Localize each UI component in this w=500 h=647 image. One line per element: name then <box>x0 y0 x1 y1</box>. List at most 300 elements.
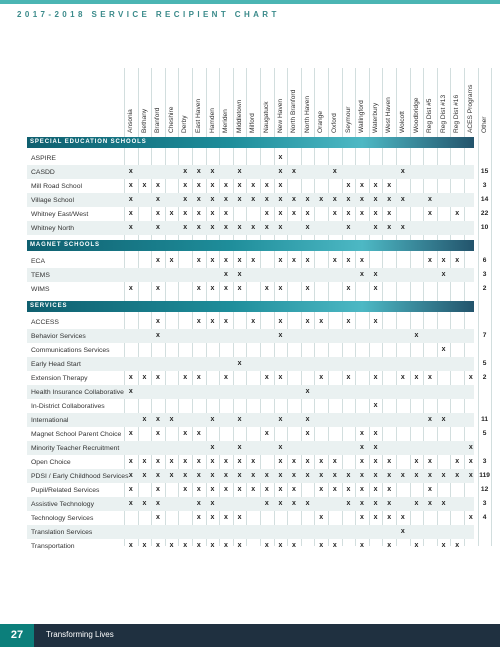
service-mark: x <box>360 457 364 465</box>
service-mark: x <box>237 181 242 189</box>
section-header <box>27 240 474 251</box>
service-mark: x <box>332 457 337 465</box>
other-count: 119 <box>479 472 490 479</box>
service-mark: x <box>210 457 215 465</box>
service-mark: x <box>251 181 256 189</box>
row-label: ECA <box>31 257 45 265</box>
service-mark: x <box>319 373 324 381</box>
service-mark: x <box>414 499 419 507</box>
service-mark: x <box>468 443 473 451</box>
column-header <box>165 68 179 133</box>
table-row <box>27 315 474 329</box>
other-count: 3 <box>482 182 487 189</box>
service-mark: x <box>156 331 160 339</box>
service-mark: x <box>183 429 188 437</box>
service-mark: x <box>196 471 201 479</box>
column-header-label: ACES Programs <box>467 84 474 133</box>
other-count: 12 <box>480 486 489 493</box>
service-mark: x <box>346 209 351 217</box>
service-mark: x <box>468 373 473 381</box>
service-mark: x <box>196 209 201 217</box>
top-rule <box>0 0 500 4</box>
service-mark: x <box>305 317 310 325</box>
service-mark: x <box>387 541 392 549</box>
service-mark: x <box>278 331 283 339</box>
column-header <box>450 68 464 133</box>
service-mark: x <box>224 195 228 203</box>
service-mark: x <box>441 415 446 423</box>
service-mark: x <box>183 471 188 479</box>
other-count: 7 <box>482 332 487 339</box>
column-header <box>287 68 301 133</box>
service-mark: x <box>373 284 378 292</box>
table-row <box>27 497 487 511</box>
table-row <box>27 329 487 343</box>
service-mark: x <box>183 457 188 465</box>
service-mark: x <box>210 513 215 521</box>
row-label: Extension Therapy <box>31 374 88 382</box>
service-mark: x <box>400 223 405 231</box>
service-mark: x <box>278 457 283 465</box>
service-mark: x <box>292 457 296 465</box>
service-mark: x <box>373 471 378 479</box>
row-label: Open Choice <box>31 458 71 466</box>
column-header-label: Branford <box>154 107 162 133</box>
table-row <box>27 357 487 371</box>
service-mark: x <box>387 195 392 203</box>
row-label: Pupil/Related Services <box>31 486 100 494</box>
service-mark: x <box>183 373 188 381</box>
row-label: Magnet School Parent Choice <box>31 430 122 438</box>
service-mark: x <box>196 284 201 292</box>
column-header <box>260 68 274 133</box>
column-header-label: Wallingford <box>358 100 366 133</box>
service-mark: x <box>428 195 432 203</box>
service-mark: x <box>360 181 364 189</box>
service-mark: x <box>210 415 215 423</box>
service-mark: x <box>373 209 378 217</box>
service-mark: x <box>305 256 310 264</box>
service-mark: x <box>373 513 378 521</box>
service-mark: x <box>142 541 147 549</box>
service-mark: x <box>210 471 215 479</box>
service-mark: x <box>455 457 460 465</box>
service-mark: x <box>387 471 392 479</box>
service-mark: x <box>156 471 160 479</box>
column-header-label: Reg Dist #16 <box>453 94 461 133</box>
column-header <box>178 68 192 133</box>
column-header <box>410 68 424 133</box>
row-label: WIMS <box>31 285 50 293</box>
service-mark: x <box>319 317 324 325</box>
service-mark: x <box>455 541 460 549</box>
service-mark: x <box>183 167 188 175</box>
service-mark: x <box>183 195 188 203</box>
service-mark: x <box>156 256 160 264</box>
column-header <box>464 68 478 133</box>
service-mark: x <box>441 256 446 264</box>
column-header-label: Naugatuck <box>263 101 270 133</box>
service-mark: x <box>237 541 242 549</box>
service-mark: x <box>332 209 337 217</box>
column-header-label: West Haven <box>385 97 393 133</box>
service-mark: x <box>373 443 378 451</box>
column-header-label: Woodbridge <box>412 97 420 133</box>
service-mark: x <box>128 471 133 479</box>
service-mark: x <box>210 181 215 189</box>
service-mark: x <box>346 195 351 203</box>
service-mark: x <box>455 209 460 217</box>
service-mark: x <box>264 223 269 231</box>
service-mark: x <box>224 256 228 264</box>
column-header <box>342 68 356 133</box>
service-mark: x <box>210 443 215 451</box>
table-row <box>27 254 487 268</box>
service-mark: x <box>292 167 296 175</box>
service-mark: x <box>183 541 188 549</box>
service-mark: x <box>292 471 296 479</box>
row-label: In-District Collaboratives <box>31 402 105 410</box>
service-mark: x <box>360 429 364 437</box>
row-label: Mill Road School <box>31 182 82 190</box>
service-mark: x <box>332 256 337 264</box>
service-mark: x <box>387 499 392 507</box>
service-mark: x <box>305 415 310 423</box>
service-mark: x <box>169 209 174 217</box>
service-mark: x <box>441 345 446 353</box>
service-mark: x <box>169 457 174 465</box>
service-mark: x <box>210 195 215 203</box>
column-header-label: Ansonia <box>127 109 134 133</box>
service-mark: x <box>387 223 392 231</box>
service-mark: x <box>128 373 133 381</box>
service-mark: x <box>414 541 419 549</box>
column-header <box>437 68 451 133</box>
service-mark: x <box>251 471 256 479</box>
service-mark: x <box>346 471 351 479</box>
column-header <box>396 68 410 133</box>
column-header-label: East Haven <box>195 98 202 133</box>
service-mark: x <box>156 541 160 549</box>
service-mark: x <box>373 401 378 409</box>
service-mark: x <box>305 499 310 507</box>
service-mark: x <box>264 373 269 381</box>
service-mark: x <box>278 471 283 479</box>
service-mark: x <box>387 181 392 189</box>
service-mark: x <box>264 471 269 479</box>
column-header-label: Cheshire <box>167 106 175 133</box>
service-mark: x <box>128 541 133 549</box>
column-header <box>219 68 233 133</box>
service-mark: x <box>319 471 324 479</box>
service-mark: x <box>360 485 364 493</box>
service-mark: x <box>373 181 378 189</box>
service-mark: x <box>387 457 392 465</box>
service-mark: x <box>360 270 364 278</box>
service-mark: x <box>251 256 256 264</box>
service-mark: x <box>251 317 256 325</box>
service-mark: x <box>319 485 324 493</box>
service-mark: x <box>183 485 188 493</box>
row-label: CASDD <box>31 168 55 176</box>
service-mark: x <box>305 457 310 465</box>
service-mark: x <box>373 499 378 507</box>
table-row <box>27 455 487 469</box>
service-mark: x <box>455 256 460 264</box>
service-mark: x <box>360 443 364 451</box>
service-mark: x <box>128 387 133 395</box>
column-header-label: Milford <box>249 113 257 133</box>
service-mark: x <box>264 485 269 493</box>
service-mark: x <box>156 195 160 203</box>
service-mark: x <box>128 181 133 189</box>
service-mark: x <box>224 513 228 521</box>
service-mark: x <box>224 471 228 479</box>
service-mark: x <box>210 256 215 264</box>
service-mark: x <box>196 541 201 549</box>
service-mark: x <box>360 195 364 203</box>
service-mark: x <box>305 429 310 437</box>
service-mark: x <box>156 209 160 217</box>
service-mark: x <box>400 527 405 535</box>
service-mark: x <box>224 209 228 217</box>
service-mark: x <box>224 284 228 292</box>
service-mark: x <box>264 284 269 292</box>
column-header-label: Bethany <box>140 108 148 133</box>
service-mark: x <box>441 541 446 549</box>
service-mark: x <box>237 223 242 231</box>
service-mark: x <box>196 513 201 521</box>
service-mark: x <box>468 513 473 521</box>
service-mark: x <box>360 541 364 549</box>
service-mark: x <box>156 457 160 465</box>
row-label: Whitney East/West <box>31 210 89 218</box>
service-mark: x <box>156 181 160 189</box>
service-mark: x <box>224 541 228 549</box>
service-mark: x <box>373 457 378 465</box>
service-mark: x <box>414 471 419 479</box>
table-row <box>27 193 489 207</box>
column-header <box>233 68 247 133</box>
column-header <box>206 68 220 133</box>
column-header <box>478 68 492 133</box>
table-row <box>27 427 487 441</box>
service-mark: x <box>387 209 392 217</box>
column-header <box>274 68 288 133</box>
service-mark: x <box>156 223 160 231</box>
service-mark: x <box>142 471 147 479</box>
service-mark: x <box>251 457 256 465</box>
other-count: 14 <box>480 196 489 203</box>
row-label: PDSI / Early Childhood Services <box>31 472 129 480</box>
row-label: TEMS <box>31 271 50 279</box>
other-count: 4 <box>482 514 487 521</box>
row-label: Behavior Services <box>31 332 86 340</box>
service-mark: x <box>237 270 242 278</box>
page-number: 27 <box>0 624 34 647</box>
service-mark: x <box>346 284 351 292</box>
other-count: 5 <box>482 430 487 437</box>
other-count: 3 <box>482 271 487 278</box>
service-mark: x <box>156 415 160 423</box>
service-mark: x <box>278 223 283 231</box>
other-count: 6 <box>482 257 487 264</box>
column-header-label: North Branford <box>290 89 298 133</box>
service-mark: x <box>224 373 228 381</box>
service-mark: x <box>373 485 378 493</box>
service-mark: x <box>224 457 228 465</box>
service-mark: x <box>278 541 283 549</box>
service-mark: x <box>264 429 269 437</box>
row-label: International <box>31 416 69 424</box>
service-mark: x <box>428 457 432 465</box>
service-mark: x <box>237 415 242 423</box>
service-mark: x <box>251 223 256 231</box>
other-count: 22 <box>480 210 489 217</box>
service-mark: x <box>428 499 432 507</box>
service-mark: x <box>346 181 351 189</box>
service-mark: x <box>210 317 215 325</box>
service-mark: x <box>196 195 201 203</box>
service-mark: x <box>128 485 133 493</box>
service-mark: x <box>264 195 269 203</box>
service-mark: x <box>292 485 296 493</box>
service-mark: x <box>428 209 432 217</box>
service-mark: x <box>264 209 269 217</box>
service-mark: x <box>278 153 283 161</box>
column-header-label: Wolcott <box>399 111 406 133</box>
service-mark: x <box>264 499 269 507</box>
service-mark: x <box>319 195 324 203</box>
service-mark: x <box>373 270 378 278</box>
service-mark: x <box>237 513 242 521</box>
row-label: Transportation <box>31 542 75 550</box>
other-count: 5 <box>482 360 487 367</box>
column-header <box>138 68 152 133</box>
service-mark: x <box>360 471 364 479</box>
service-mark: x <box>251 485 256 493</box>
service-mark: x <box>156 373 160 381</box>
column-header-label: Other <box>480 116 488 133</box>
column-headers <box>0 68 500 133</box>
service-mark: x <box>128 284 133 292</box>
footer-text: Transforming Lives <box>46 630 114 639</box>
service-mark: x <box>196 429 201 437</box>
service-mark: x <box>292 499 296 507</box>
service-mark: x <box>224 485 228 493</box>
service-mark: x <box>169 256 174 264</box>
column-header-label: Hamden <box>208 108 216 133</box>
service-mark: x <box>169 471 174 479</box>
table-row <box>27 441 474 455</box>
service-mark: x <box>346 317 351 325</box>
service-mark: x <box>128 499 133 507</box>
table-row <box>27 469 490 483</box>
service-mark: x <box>156 513 160 521</box>
service-mark: x <box>414 457 419 465</box>
service-mark: x <box>278 209 283 217</box>
service-mark: x <box>224 270 228 278</box>
column-header-label: Waterbury <box>371 102 379 133</box>
service-mark: x <box>400 167 405 175</box>
row-label: Translation Services <box>31 528 93 536</box>
section-title: SPECIAL EDUCATION SCHOOLS <box>30 138 147 145</box>
service-mark: x <box>332 471 337 479</box>
service-mark: x <box>156 284 160 292</box>
table-row <box>27 413 489 427</box>
service-mark: x <box>237 485 242 493</box>
row-label: Whitney North <box>31 224 75 232</box>
service-mark: x <box>196 457 201 465</box>
service-mark: x <box>196 223 201 231</box>
row-label: Minority Teacher Recruitment <box>31 444 120 452</box>
other-count: 2 <box>482 374 487 381</box>
service-mark: x <box>428 415 432 423</box>
service-mark: x <box>128 195 133 203</box>
service-mark: x <box>278 415 283 423</box>
service-mark: x <box>237 457 242 465</box>
service-mark: x <box>237 256 242 264</box>
service-mark: x <box>196 373 201 381</box>
column-header <box>192 68 206 133</box>
service-mark: x <box>128 223 133 231</box>
table-row <box>27 282 487 296</box>
service-mark: x <box>210 485 215 493</box>
column-header <box>301 68 315 133</box>
service-mark: x <box>278 181 283 189</box>
service-mark: x <box>278 485 283 493</box>
service-mark: x <box>346 223 351 231</box>
service-mark: x <box>142 457 147 465</box>
service-mark: x <box>183 223 188 231</box>
other-count: 3 <box>482 500 487 507</box>
column-header <box>369 68 383 133</box>
service-mark: x <box>428 471 432 479</box>
service-mark: x <box>305 284 310 292</box>
table-row <box>27 179 487 193</box>
column-header <box>246 68 260 133</box>
footer <box>0 624 500 647</box>
service-mark: x <box>278 373 283 381</box>
table-row <box>27 371 487 385</box>
service-mark: x <box>183 181 188 189</box>
column-header-label: Seymour <box>344 106 352 133</box>
service-mark: x <box>156 499 160 507</box>
service-mark: x <box>196 181 201 189</box>
service-mark: x <box>142 181 147 189</box>
service-mark: x <box>373 317 378 325</box>
service-mark: x <box>237 359 242 367</box>
row-label: Assistive Technology <box>31 500 94 508</box>
service-mark: x <box>237 443 242 451</box>
column-header-label: North Haven <box>303 95 311 133</box>
service-mark: x <box>224 223 228 231</box>
other-count: 10 <box>480 224 489 231</box>
column-header-label: New Haven <box>276 98 284 133</box>
section-header <box>27 301 474 312</box>
service-mark: x <box>196 256 201 264</box>
service-mark: x <box>237 284 242 292</box>
service-mark: x <box>128 429 133 437</box>
service-mark: x <box>428 485 432 493</box>
service-mark: x <box>332 541 337 549</box>
service-mark: x <box>319 513 324 521</box>
service-mark: x <box>400 373 405 381</box>
other-count: 3 <box>482 458 487 465</box>
row-label: Village School <box>31 196 74 204</box>
service-mark: x <box>346 499 351 507</box>
service-mark: x <box>156 429 160 437</box>
